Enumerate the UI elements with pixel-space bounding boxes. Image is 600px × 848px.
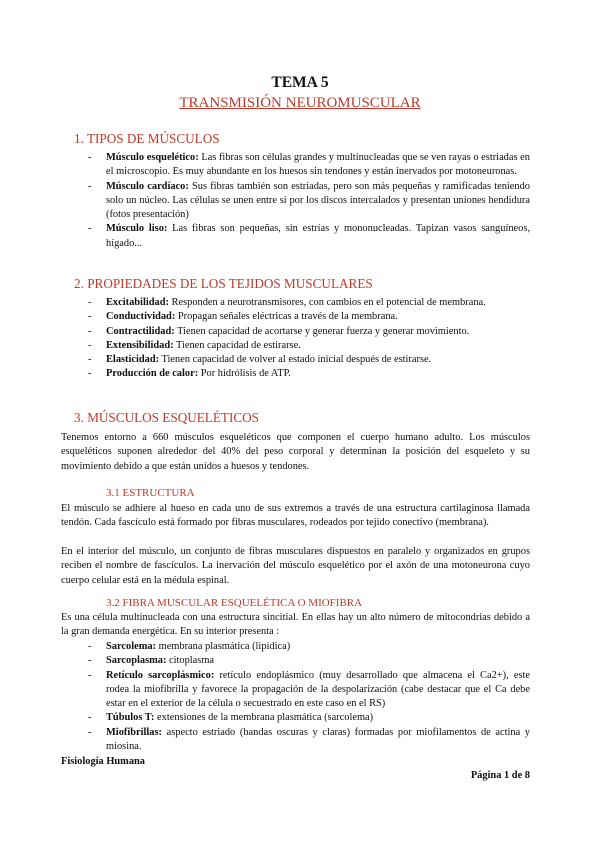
item-term: Músculo esquelético: [106,152,199,163]
item-term: Retículo sarcoplásmico: [106,669,215,681]
item-text: Responden a neurotransmisores, con cambios en el potencial de membrana. [168,297,486,308]
item-text: Propagan señales eléctricas a través de la membrana. [175,311,398,323]
list-item: - Músculo cardíaco: Sus fibras también son estriadas, pero son más pequeñas y ramificadas teniendo solo un núcleo. Las células se unen entre sí por los discos intercalados y presentan uniones hendidura (fotos presentación) [88,180,530,221]
list-item: - Contractilidad: Tienen capacidad de acortarse y generar fuerza y generar movimiento. [88,325,470,337]
item-term: Contractilidad: [106,325,175,337]
section-1-list [88,151,530,251]
item-text: Por hidrólisis de ATP. [198,368,291,380]
list-item: - Elasticidad: Tienen capacidad de volver al estado inicial después de estirarse. [88,354,432,366]
page-subtitle [0,95,600,112]
list-item: - Músculo esquelético: Las fibras son células grandes y multinucleadas que se ven rayas o estriadas en el microscopio. Es muy abundante en los huesos sin tendones y están inervados por motoneuronas. [88,152,530,178]
footer-page-number: Página 1 de 8 [470,770,530,781]
item-text: citoplasma [166,655,215,667]
item-text: extensiones de la membrana plasmática (sarcolema) [154,712,374,724]
section-2-list [88,296,530,382]
subsection-3-1-paragraph-2: En el interior del músculo, un conjunto de fibras musculares dispuestos en paralelo y organizados en grupos reciben el nombre de fascículos. La inervación del músculo esquelético por el axón de una motoneurona cuyo cuerpo celular está en la médula espinal. [61,546,530,586]
subsection-3-2-intro: Es una célula multinucleada con una estructura sincitial. En ellas hay un alto número de mitocondrias debido a la gran demanda energética. En su interior presenta : [61,612,530,638]
item-term: Conductividad: [106,311,176,323]
item-text: aspecto estriado (bandas oscuras y claras) formadas por miofilamentos de actina y miosina. [106,726,530,753]
item-term: Extensibilidad: [106,339,174,351]
list-item: - Sarcoplasma: citoplasma [88,655,215,667]
item-text: Las fibras son células grandes y multinucleadas que se ven rayas o estriadas en el microscopio. Es muy abundante en los huesos sin tendones y están inervados por motoneuronas. [106,152,530,178]
item-text: Tienen capacidad de estirarse. [173,339,301,351]
item-text: retículo endoplásmico (muy desarrollado que almacena el Ca2+), este rodea la miofibrilla y favorece la propagación de la despolarización (cabe destacar que el Ca debe estar en el exterior de la célula o secuestrado en este caso en el RS) [106,669,530,710]
list-item: - Sarcolema: membrana plasmática (lipídica) [88,641,291,652]
list-item: - Miofibrillas: aspecto estriado (bandas oscuras y claras) formadas por miofilamentos de actina y miosina. [88,726,530,753]
list-item: - Músculo liso: Las fibras son pequeñas, sin estrías y mononucleadas. Tapizan vasos sanguíneos, hígado... [88,223,530,249]
subsection-3-2-heading: 3.2 FIBRA MUSCULAR ESQUELÉTICA O MIOFIBRA [106,597,363,609]
section-3-heading: 3. MÚSCULOS ESQUELÉTICOS [74,410,260,425]
footer-course-name: Fisiología Humana [61,756,146,767]
item-term: Miofibrillas: [106,726,162,738]
item-text: Tienen capacidad de volver al estado inicial después de estirarse. [159,354,432,366]
item-term: Músculo cardíaco: [106,180,189,192]
subsection-3-2-list [88,640,530,754]
list-item: - Retículo sarcoplásmico: retículo endoplásmico (muy desarrollado que almacena el Ca2+), este rodea la miofibrilla y favorece la propagación de la despolarización (cabe destacar que el Ca debe estar en el exterior de la célula o secuestrado en este caso en el RS) [88,669,530,710]
item-term: Elasticidad: [106,354,160,366]
list-item: - Conductividad: Propagan señales eléctricas a través de la membrana. [88,311,398,323]
item-term: Músculo liso: [106,223,168,235]
item-text: Las fibras son pequeñas, sin estrías y mononucleadas. Tapizan vasos sanguíneos, hígado... [106,223,530,249]
section-2-heading: 2. PROPIEDADES DE LOS TEJIDOS MUSCULARES [74,276,373,291]
item-text: Tienen capacidad de acortarse y generar fuerza y generar movimiento. [174,325,470,337]
page-subtitle-text: TRANSMISIÓN NEUROMUSCULAR [179,95,421,111]
item-term: Túbulos T: [106,712,155,724]
section-3-intro: Tenemos entorno a 660 músculos esqueléticos que componen el cuerpo humano adulto. Los músculos esqueléticos suponen alrededor del 40% del peso corporal y determinan la posición del esqueleto y su movimiento debido a que están unidos a huesos y tendones. [61,432,530,472]
page-title: TEMA 5 [271,74,329,91]
subsection-3-1-paragraph-1: El músculo se adhiere al hueso en cada uno de sus extremos a través de una estructura cartilaginosa llamada tendón. Cada fascículo está formado por fibras musculares, rodeados por tejido conectivo (membrana). [61,503,530,529]
subsection-3-1-heading: 3.1 ESTRUCTURA [106,487,195,499]
list-item: - Excitabilidad: Responden a neurotransmisores, con cambios en el potencial de membrana. [88,297,486,308]
item-term: Excitabilidad: [106,297,169,308]
section-1-heading: 1. TIPOS DE MÚSCULOS [74,131,220,146]
item-term: Sarcolema: [106,641,157,652]
item-term: Producción de calor: [106,368,199,380]
item-text: membrana plasmática (lipídica) [156,641,291,652]
list-item: - Extensibilidad: Tienen capacidad de estirarse. [88,339,301,351]
list-item: - Producción de calor: Por hidrólisis de ATP. [88,368,291,380]
item-term: Sarcoplasma: [106,655,167,667]
list-item: - Túbulos T: extensiones de la membrana plasmática (sarcolema) [88,712,374,724]
item-text: Sus fibras también son estriadas, pero son más pequeñas y ramificadas teniendo solo un núcleo. Las células se unen entre sí por los discos intercalados y presentan uniones hendidura (fotos presentación) [106,180,530,221]
